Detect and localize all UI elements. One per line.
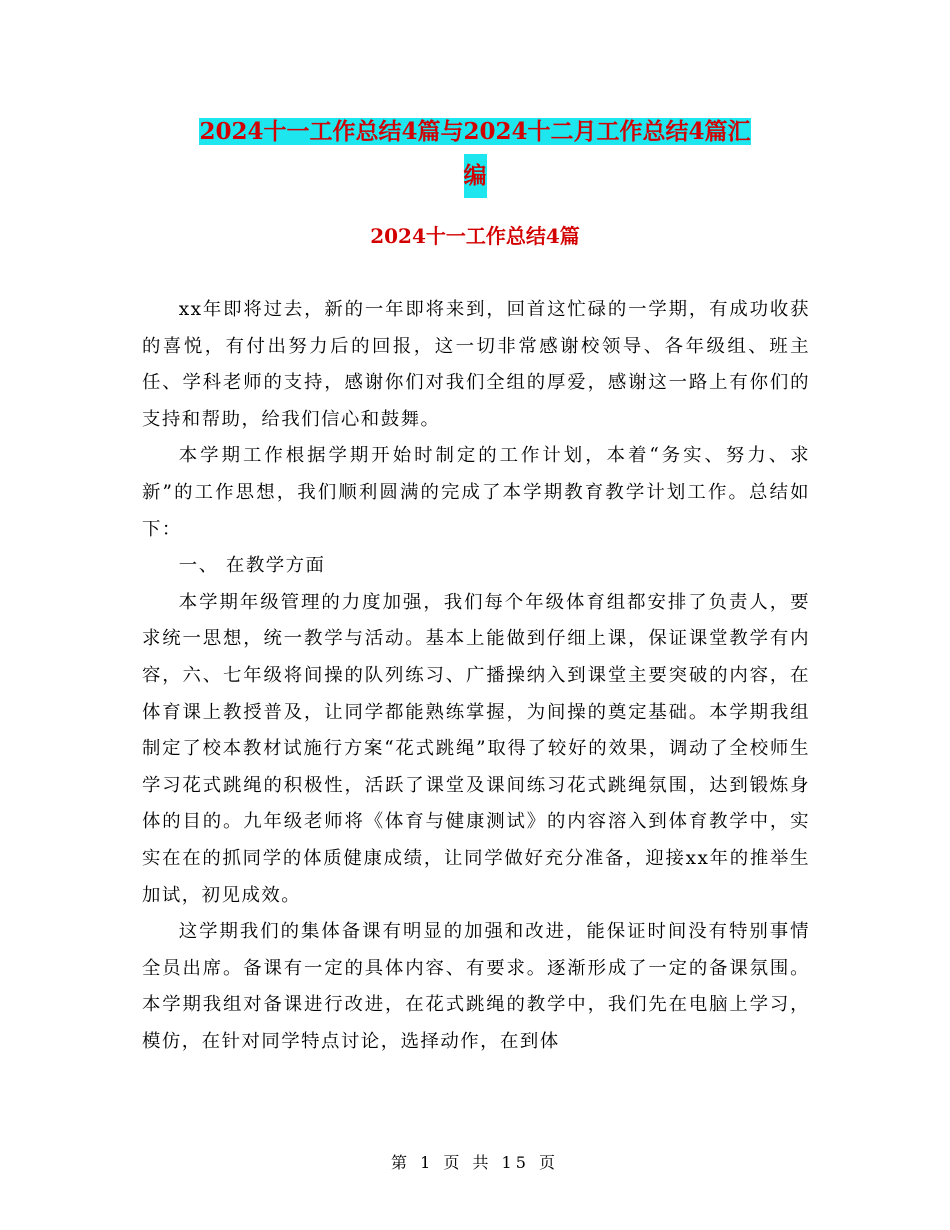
document-title-line1: 2024十一工作总结4篇与2024十二月工作总结4篇汇 bbox=[199, 118, 751, 145]
heading-teaching: 一、 在教学方面 bbox=[178, 555, 326, 577]
paragraph-lesson-prep: 这学期我们的集体备课有明显的加强和改进，能保证时间没有特别事情全员出席。备课有一定的具体内容、有要求。逐渐形成了一定的备课氛围。本学期我组对备课进行改进，在花式跳绳的教学中，我们先在电脑上学习，模仿，在针对同学特点讨论，选择动作，在到体 bbox=[142, 921, 810, 1052]
page-footer: 第 1 页 共 15 页 bbox=[391, 1153, 559, 1172]
document-title-line2: 编 bbox=[464, 154, 487, 198]
section-title: 2024十一工作总结4篇 bbox=[370, 224, 580, 248]
paragraph-plan: 本学期工作根据学期开始时制定的工作计划，本着“务实、努力、求新”的工作思想，我们顺利圆满的完成了本学期教育教学计划工作。总结如下： bbox=[142, 445, 810, 540]
document-body bbox=[142, 292, 810, 1060]
paragraph-teaching: 本学期年级管理的力度加强，我们每个年级体育组都安排了负责人，要求统一思想，统一教学与活动。基本上能做到仔细上课，保证课堂教学有内容，六、七年级将间操的队列练习、广播操纳入到课堂主要突破的内容，在体育课上教授普及，让同学都能熟练掌握，为间操的奠定基础。本学期我组制定了校本教材试施行方案“花式跳绳”取得了较好的效果，调动了全校师生学习花式跳绳的积极性，活跃了课堂及课间练习花式跳绳氛围，达到锻炼身体的目的。九年级老师将《体育与健康测试》的内容溶入到体育教学中，实实在在的抓同学的体质健康成绩，让同学做好充分准备，迎接xx年的推举生加试，初见成效。 bbox=[142, 591, 810, 906]
paragraph-intro: xx年即将过去，新的一年即将来到，回首这忙碌的一学期，有成功收获的喜悦，有付出努力后的回报，这一切非常感谢校领导、各年级组、班主任、学科老师的支持，感谢你们对我们全组的厚爱，感谢这一路上有你们的支持和帮助，给我们信心和鼓舞。 bbox=[142, 299, 810, 430]
document-title bbox=[0, 110, 950, 198]
